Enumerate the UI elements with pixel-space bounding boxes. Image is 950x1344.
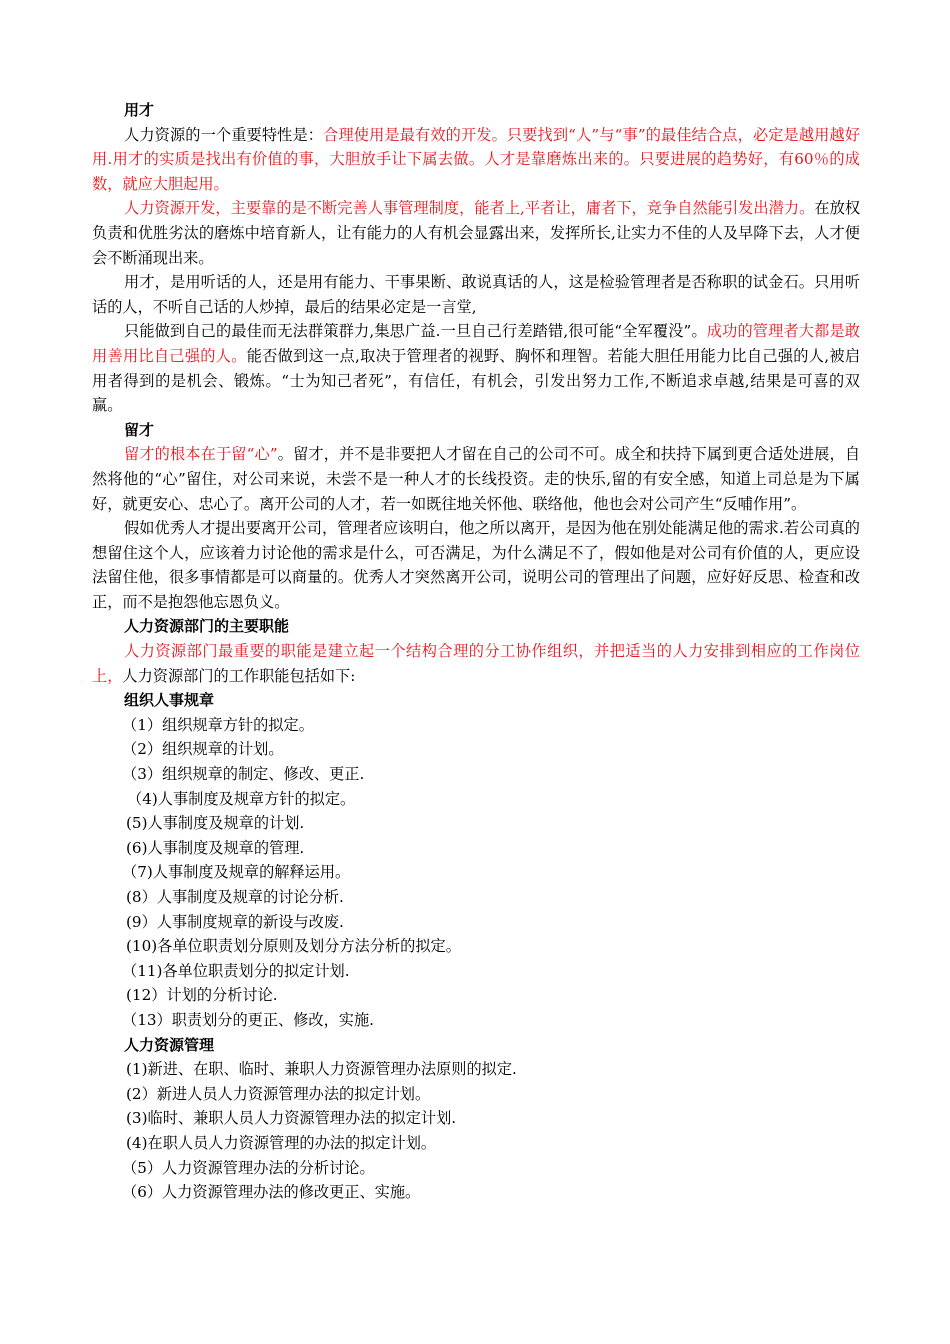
highlight-span: 成功的管理者大都是敢用善用比自己强的人。 xyxy=(92,322,860,365)
heading-guizhang: 组织人事规章 xyxy=(124,691,215,710)
highlight-span: 人力资源部门最重要的职能是建立起一个结构合理的分工协作组织，并把适当的人力安排到相应的工作岗位上， xyxy=(92,642,860,685)
list-item: (10)各单位职责划分原则及划分方法分析的拟定。 xyxy=(126,937,461,956)
text-span: 。留才，并不是非要把人才留在自己的公司不可。成全和扶持下属到更合适处进展，自然将他的“心”留住，对公司来说，未尝不是一种人才的长线投资。走的快乐,留的有安全感，知道上司总是为下属好，就更安心、忠心了。离开公司的人才，若一如既往地关怀他、联络他，他也会对公司产生“反哺作用”。 xyxy=(92,445,861,513)
list-item: (9）人事制度规章的新设与改废. xyxy=(126,912,344,931)
paragraph-zhineng-1 xyxy=(92,639,860,688)
list-item: (4)在职人员人力资源管理的办法的拟定计划。 xyxy=(126,1133,437,1152)
text-span: 能否做到这一点,取决于管理者的视野、胸怀和理智。若能大胆任用能力比自己强的人,被启用者得到的是机会、锻炼。“士为知己者死”，有信任，有机会，引发出努力工作,不断追求卓越,结果是可喜的双赢。 xyxy=(92,346,861,415)
list-item: (12）计划的分析讨论. xyxy=(126,986,278,1005)
list-item: （5）人力资源管理办法的分析讨论。 xyxy=(122,1158,375,1177)
paragraph-liucai-1 xyxy=(92,442,860,516)
highlight-span: 留才的根本在于留“心” xyxy=(124,445,278,464)
list-guanli xyxy=(92,1057,860,1205)
list-item: (6)人事制度及规章的管理. xyxy=(126,838,305,857)
paragraph-yongcai-1 xyxy=(92,123,860,197)
document-body xyxy=(92,98,860,1205)
highlight-span: 合理使用是最有效的开发。只要找到“人”与“事”的最佳结合点，必定是越用越好用.用才的实质是找出有价值的事，大胆放手让下属去做。人才是靠磨炼出来的。只要进展的趋势好，有60％的成数，就应大胆起用。 xyxy=(92,125,861,193)
list-item: （1）组织规章方针的拟定。 xyxy=(122,715,314,734)
list-item: （4)人事制度及规章方针的拟定。 xyxy=(127,789,356,808)
list-item: (3)临时、兼职人员人力资源管理办法的拟定计划. xyxy=(126,1109,457,1128)
list-item: （11)各单位职责划分的拟定计划. xyxy=(122,961,350,980)
heading-yongcai: 用才 xyxy=(124,101,155,119)
list-item: （3）组织规章的制定、修改、更正. xyxy=(122,765,365,784)
heading-liucai: 留才 xyxy=(124,420,155,439)
list-item: (2）新进人员人力资源管理办法的拟定计划。 xyxy=(126,1084,431,1103)
paragraph-liucai-2: 假如优秀人才提出要离开公司，管理者应该明白，他之所以离开，是因为他在别处能满足他的需求.若公司真的想留住这个人，应该着力讨论他的需求是什么，可否满足，为什么满足不了，假如他是对公司有价值的人，更应设法留住他，很多事情都是可以商量的。优秀人才突然离开公司，说明公司的管理出了问题，应好好反思、检查和改正，而不是抱怨他忘恩负义。 xyxy=(92,519,860,611)
text-span: 在放权负责和优胜劣汰的磨炼中培育新人，让有能力的人有机会显露出来，发挥所长,让实力不佳的人及早降下去，人才便会不断涌现出来。 xyxy=(92,199,861,267)
heading-zhineng: 人力资源部门的主要职能 xyxy=(124,617,290,636)
list-item: (1)新进、在职、临时、兼职人力资源管理办法原则的拟定. xyxy=(126,1060,517,1079)
text-span: 人力资源的一个重要特性是： xyxy=(124,125,324,144)
list-item: （13）职责划分的更正、修改，实施. xyxy=(122,1010,374,1029)
text-span: 人力资源部门的工作职能包括如下: xyxy=(122,666,356,685)
list-item: （6）人力资源管理办法的修改更正、实施。 xyxy=(122,1183,421,1202)
list-item: （2）组织规章的计划。 xyxy=(122,740,284,759)
list-item: (8）人事制度及规章的讨论分析. xyxy=(126,888,344,906)
heading-guanli: 人力资源管理 xyxy=(124,1035,215,1054)
highlight-span: 人力资源开发，主要靠的是不断完善人事管理制度，能者上,平者让，庸者下，竞争自然能引发出潜力。 xyxy=(124,199,815,218)
list-item: (5)人事制度及规章的计划. xyxy=(126,814,305,833)
paragraph-yongcai-4 xyxy=(92,319,860,417)
list-item: （7)人事制度及规章的解释运用。 xyxy=(122,863,351,882)
paragraph-yongcai-3: 用才，是用听话的人，还是用有能力、干事果断、敢说真话的人，这是检验管理者是否称职的试金石。只用听话的人，不听自己话的人炒掉，最后的结果必定是一言堂, xyxy=(92,273,860,316)
text-span: 只能做到自己的最佳而无法群策群力,集思广益.一旦自己行差踏错,很可能“全军覆没”。 xyxy=(124,322,707,341)
paragraph-yongcai-2 xyxy=(92,196,860,270)
list-guizhang xyxy=(92,713,860,1033)
